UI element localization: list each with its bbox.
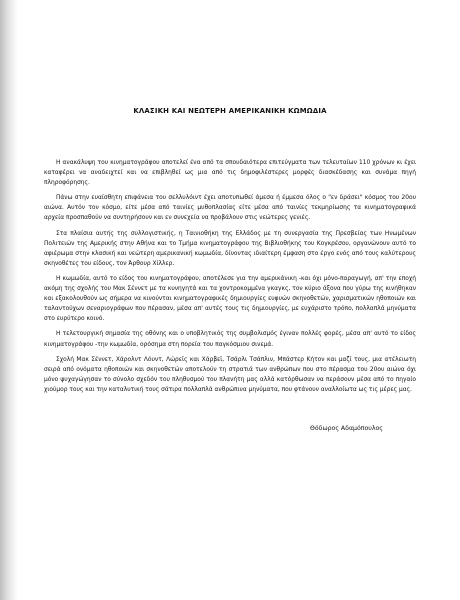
document-body [44,158,416,400]
paragraph-3: Στα πλαίσια αυτής της συλλογιστικής, η Ταινιοθήκη της Ελλάδος με τη συνεργασία της Πρεσβείας των Ηνωμένων Πολιτειών της Αμερικής στην Αθήνα και το Τμήμα κινηματογράφου της Βιβλιοθήκης του Κογκρέσου, οργανώνουν αυτό το αφιέρωμα στην κλασική και νεώτερη αμερικανική κωμωδία, δίνοντας ιδιαίτερη έμφαση στο έργο ενός από τους καλύτερους σκηνοθέτες του είδους, τον Άρθουρ Χίλλερ. [44,230,416,267]
document-title: ΚΛΑΣΙΚΗ ΚΑΙ ΝΕΩΤΕΡΗ ΑΜΕΡΙΚΑΝΙΚΗ ΚΩΜΩΔΙΑ [133,107,327,115]
paragraph-2: Πάνω στην ευαίσθητη επιφάνεια του σελλυλόιντ έχει αποτυπωθεί άμεσα ή έμμεσα όλος ο "εν δράσει" κόσμος του 20ου αιώνα. Αυτόν τον κόσμο, είτε μέσα από ταινίες μυθοπλασίας είτε μέσα από ταινίες τεκμηρίωσης τα κινηματογραφικά αρχεία προσπαθούν να συντηρήσουν και εν συνεχεία να προβάλουν στις νεώτερες γενιές. [44,195,416,222]
paragraph-4: Η κωμωδία, αυτό το είδος του κινηματογράφου, αποτέλεσε για την αμερικάνικη -και όχι μόνο-παραγωγή, απ' την εποχή ακόμη της σχολής του Μακ Σέννετ με τα κυνηγητά και τα χοντροκομμένα γκαγκς, τον κύριο άξονα που γύρω της κινήθηκαν και εξακολουθούν ως σήμερα να κινούνται κινηματογραφικές δημιουργίες ευφυών σκηνοθετών, χαρισματικών ηθοποιών και ταλαντούχων σεναριογράφων που πέρασαν, μέσα απ' αυτές τους τις δημιουργίες, με ευχάριστο τρόπο, πολλαπλά μηνύματα στο ευρύτερο κοινό. [44,275,416,323]
page-edge-shadow [0,0,18,600]
author-signature: Θόδωρος Αδαμόπουλος [310,425,383,432]
paragraph-5: Η τελετουργική σημασία της οθόνης και ο υποβλητικός της συμβολισμός έγιναν πολλές φορές, μέσα απ' αυτό το είδος κινηματογράφου -την κωμωδία, ορόσημα στη πορεία του παγκόσμιου σινεμά. [44,331,416,348]
paragraph-1: Η ανακάλυψη του κινηματογράφου αποτελεί ένα από τα σπουδαιότερα επιτεύγματα των τελευταίων 110 χρόνων κι έχει καταφέρει να αναδειχτεί και να επιβληθεί ως μια από τις δημοφιλέστερες μορφές διασκέδασης και συνάμα πηγή πληροφόρησης. [44,160,416,187]
paragraph-6: Σχολή Μακ Σέννετ, Χάρολντ Λόυντ, Λώρεϊς και Χάρβεϊ, Τσάρλι Τσάπλιν, Μπάστερ Κήτον και μαζί τους, μια ατέλειωτη σειρά από ονόματα ηθοποιών και σκηνοθετών αποτελούν τη στρατιά των ανθρώπων που στο πέρασμα του 20ου αιώνα όχι μόνο ψυχαγώγησαν το σύνολο σχεδόν του πληθυσμού του πλανήτη μας αλλά κατόρθωσαν να περάσουν μέσα από το πηγαίο χιούμορ τους και την καταλυτική τους σάτιρα πολλαπλά ανθρώπινα μηνύματα, που φτάνουν αναλλοίωτα ως τις μέρες μας. [44,356,416,393]
